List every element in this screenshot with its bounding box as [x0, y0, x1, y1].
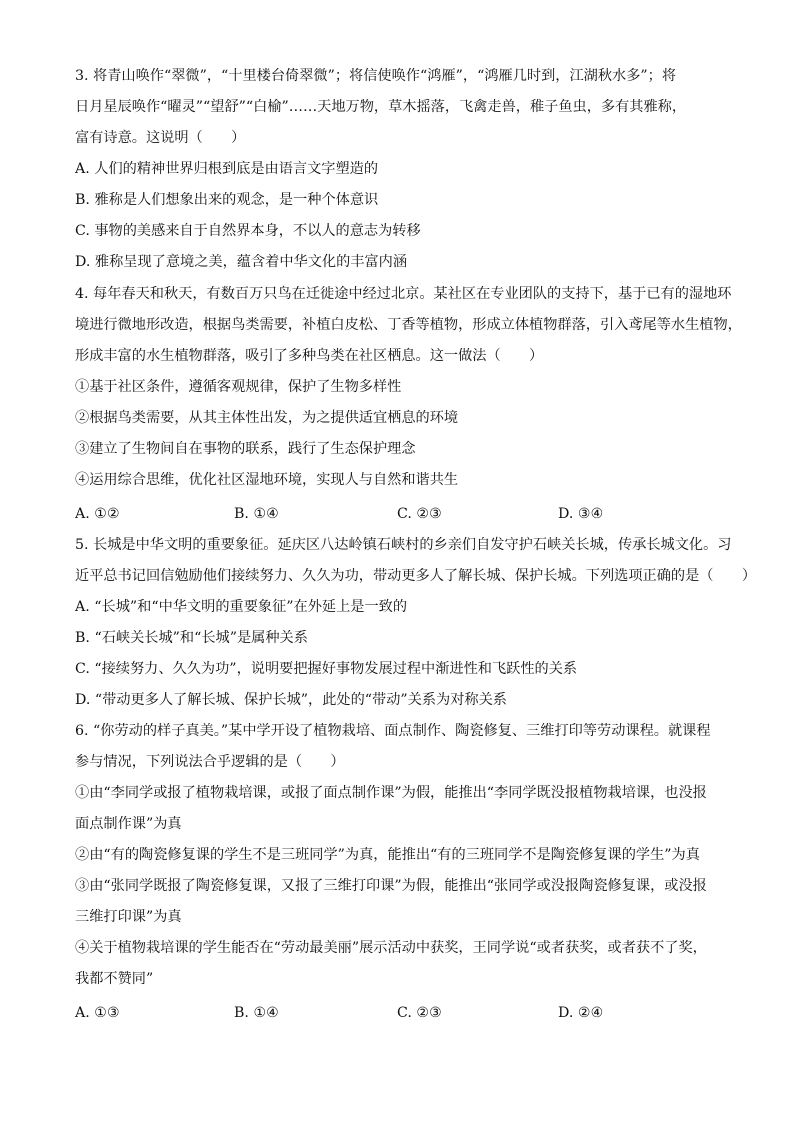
q6-statement-1-line-1: ①由“李同学或报了植物栽培课，或报了面点制作课”为假，能推出“李同学既没报植物栽培课，也没报 [75, 785, 707, 801]
q6-choice-a: A. ①③ [75, 1005, 120, 1021]
q4-stem-line-3: 形成丰富的水生植物群落，吸引了多种鸟类在社区栖息。这一做法（ ） [75, 348, 544, 364]
q3-stem-line-2: 日月星辰唤作“曜灵”“望舒”“白榆”……天地万物，草木摇落，飞禽走兽，稚子鱼虫，多有其雅称， [75, 99, 687, 115]
q4-statement-3: ③建立了生物间自在事物的联系，践行了生态保护理念 [75, 441, 416, 457]
q4-choice-c: C. ②③ [397, 506, 442, 522]
q5-stem-line-2: 近平总书记回信勉励他们接续努力、久久为功，带动更多人了解长城、保护长城。下列选项正确的是（ ） [75, 568, 757, 584]
q5-option-b: B. “石峡关长城”和“长城”是属种关系 [75, 630, 308, 646]
q4-statement-2: ②根据鸟类需要，从其主体性出发，为之提供适宜栖息的环境 [75, 410, 459, 426]
q5-stem-line-1: 5. 长城是中华文明的重要象征。延庆区八达岭镇石峡村的乡亲们自发守护石峡关长城，传承长城文化。习 [75, 537, 732, 553]
q6-choice-d: D. ②④ [558, 1005, 604, 1021]
q3-option-a: A. 人们的精神世界归根到底是由语言文字塑造的 [75, 161, 379, 177]
q5-option-d: D. “带动更多人了解长城、保护长城”，此处的“带动”关系为对称关系 [75, 692, 507, 708]
q6-choice-b: B. ①④ [234, 1005, 279, 1021]
q5-option-a: A. “长城”和“中华文明的重要象征”在外延上是一致的 [75, 599, 408, 615]
q4-choice-a: A. ①② [75, 506, 120, 522]
q6-statement-2: ②由“有的陶瓷修复课的学生不是三班同学”为真，能推出“有的三班同学不是陶瓷修复课的学生”为真 [75, 847, 700, 863]
q4-choice-d: D. ③④ [558, 506, 604, 522]
q4-stem-line-1: 4. 每年春天和秋天，有数百万只鸟在迁徙途中经过北京。某社区在专业团队的支持下，基于已有的湿地环 [75, 286, 732, 302]
q6-statement-3-line-2: 三维打印课”为真 [75, 909, 182, 925]
q4-statement-4: ④运用综合思维，优化社区湿地环境，实现人与自然和谐共生 [75, 472, 459, 488]
q3-stem-line-1: 3. 将青山唤作“翠微”，“十里楼台倚翠微”；将信使唤作“鸿雁”，“鸿雁几时到，江湖秋水多”；将 [75, 68, 677, 84]
q3-option-c: C. 事物的美感来自于自然界本身，不以人的意志为转移 [75, 223, 421, 239]
q4-stem-line-2: 境进行微地形改造，根据鸟类需要，补植白皮松、丁香等植物，形成立体植物群落，引入鸢尾等水生植物， [75, 317, 742, 333]
q6-statement-3-line-1: ③由“张同学既报了陶瓷修复课，又报了三维打印课”为假，能推出“张同学或没报陶瓷修复课，或没报 [75, 878, 707, 894]
q6-stem-line-2: 参与情况，下列说法合乎逻辑的是（ ） [75, 754, 345, 770]
q6-statement-4-line-2: 我都不赞同” [75, 971, 154, 987]
q5-option-c: C. “接续努力、久久为功”，说明要把握好事物发展过程中渐进性和飞跃性的关系 [75, 661, 578, 677]
q6-statement-1-line-2: 面点制作课”为真 [75, 816, 182, 832]
q6-stem-line-1: 6. “你劳动的样子真美。”某中学开设了植物栽培、面点制作、陶瓷修复、三维打印等劳动课程。就课程 [75, 723, 711, 739]
q6-choice-c: C. ②③ [397, 1005, 442, 1021]
q3-option-b: B. 雅称是人们想象出来的观念，是一种个体意识 [75, 192, 379, 208]
q3-option-d: D. 雅称呈现了意境之美，蕴含着中华文化的丰富内涵 [75, 254, 408, 270]
q4-statement-1: ①基于社区条件，遵循客观规律，保护了生物多样性 [75, 379, 402, 395]
q3-stem-line-3: 富有诗意。这说明（ ） [75, 130, 246, 146]
q4-choice-b: B. ①④ [234, 506, 279, 522]
q6-statement-4-line-1: ④关于植物栽培课的学生能否在“劳动最美丽”展示活动中获奖，王同学说“或者获奖，或者获不了奖， [75, 940, 707, 956]
